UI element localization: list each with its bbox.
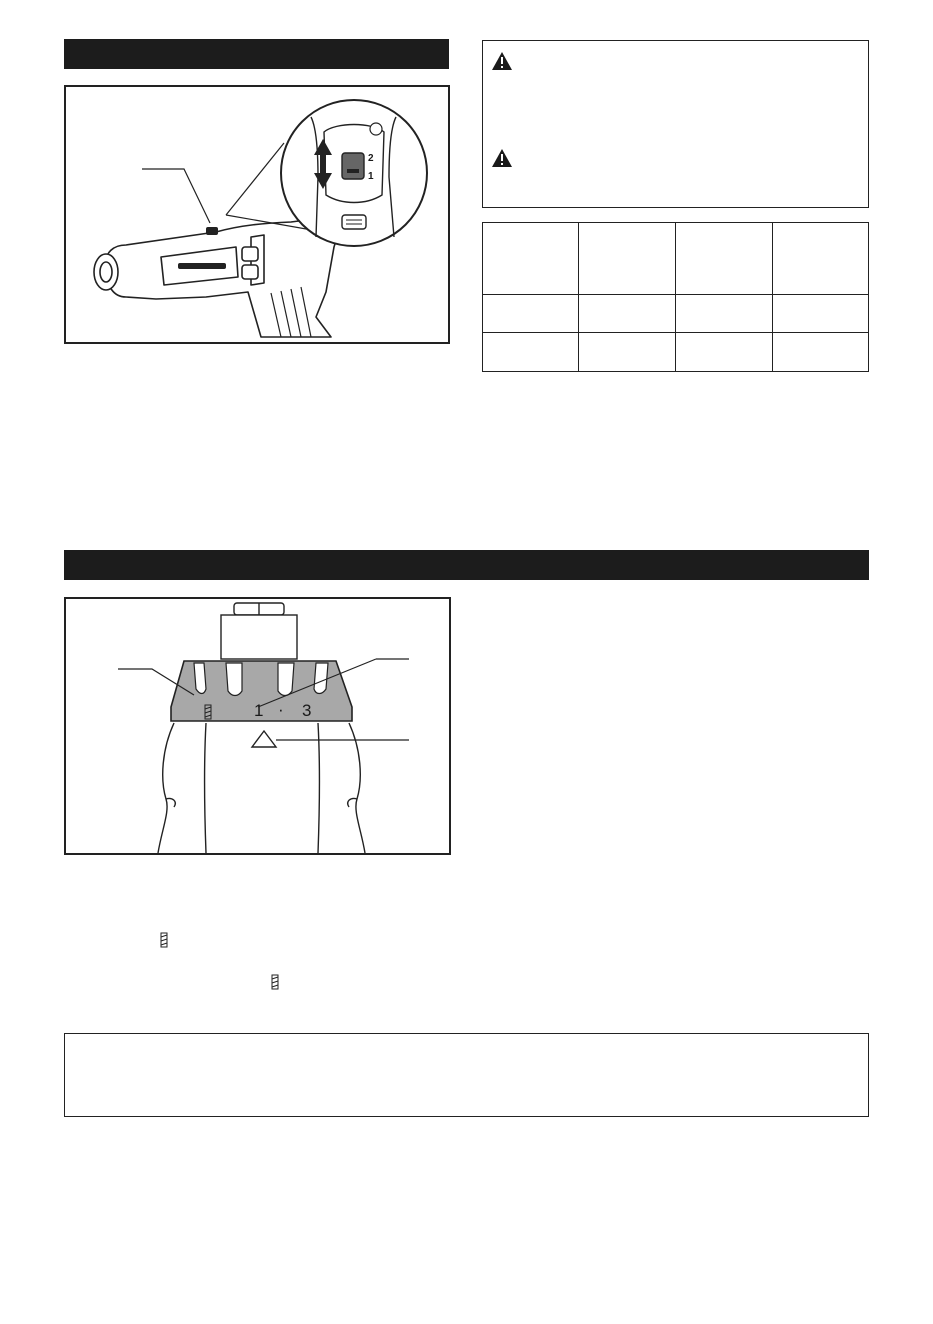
table-cell [579, 223, 676, 295]
section-header-bar-2 [64, 550, 869, 580]
figure-torque-dial [64, 597, 451, 855]
table-cell [676, 333, 772, 372]
warning-triangle-icon [491, 148, 513, 168]
table-cell [579, 295, 676, 333]
table-cell [676, 295, 772, 333]
table-cell [483, 333, 579, 372]
torque-dial-illustration [66, 599, 449, 853]
table-cell [676, 223, 772, 295]
switch-label-1: 1 [368, 171, 374, 182]
dial-number-1: 1 [254, 701, 264, 720]
switch-label-2: 2 [368, 153, 374, 164]
table-cell [772, 333, 868, 372]
drill-bit-icon [271, 974, 279, 990]
table-cell [483, 223, 579, 295]
dial-number-3: 3 [302, 701, 312, 720]
table-cell [772, 295, 868, 333]
notice-box [64, 1033, 869, 1117]
pointer-triangle-icon [252, 731, 276, 747]
spec-table [482, 222, 869, 372]
dial-dot: · [278, 700, 284, 719]
drill-illustration [66, 87, 448, 342]
table-cell [579, 333, 676, 372]
figure-speed-switch [64, 85, 450, 344]
section-header-bar-1 [64, 39, 449, 69]
drill-bit-icon [160, 932, 168, 948]
warning-box [482, 40, 869, 208]
table-cell [772, 223, 868, 295]
warning-triangle-icon [491, 51, 513, 71]
table-cell [483, 295, 579, 333]
